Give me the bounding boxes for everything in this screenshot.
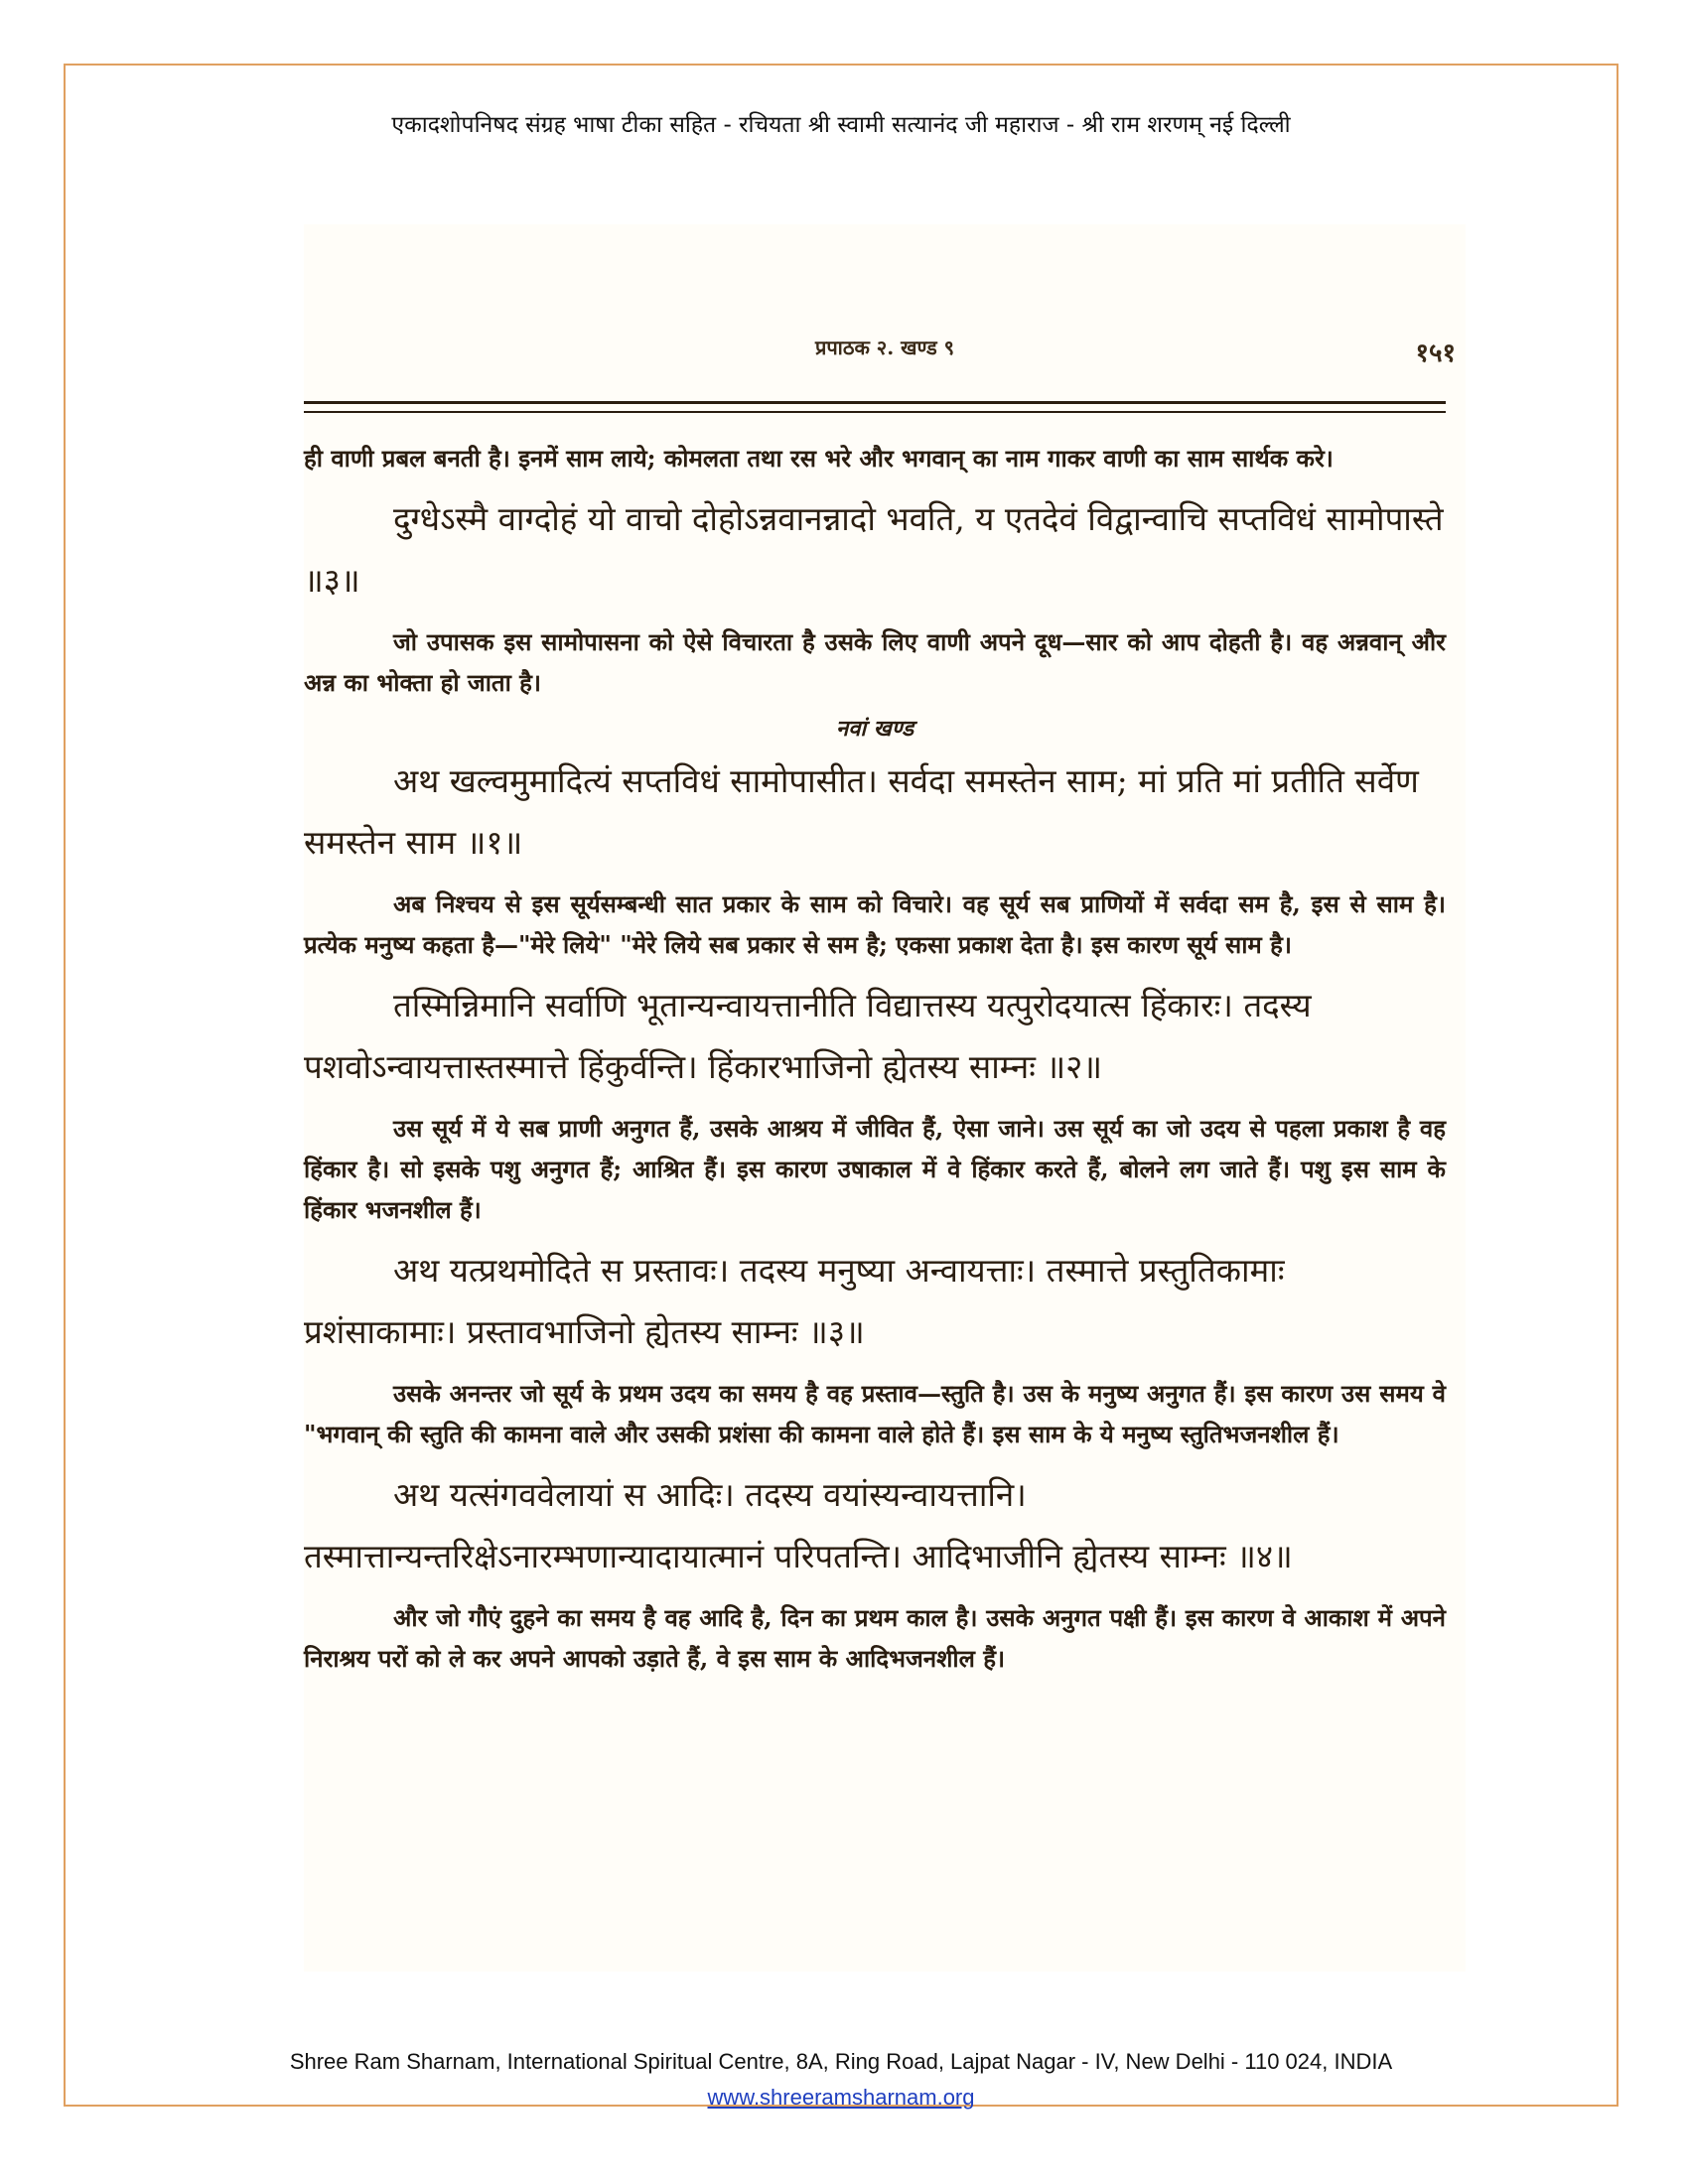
document-header: एकादशोपनिषद संग्रह भाषा टीका सहित - रचियता श्री स्वामी सत्यानंद जी महाराज - श्री राम शरणम् नई दिल्ली xyxy=(391,112,1291,138)
hindi-commentary: जो उपासक इस सामोपासना को ऐसे विचारता है उसके लिए वाणी अपने दूध—सार को आप दोहती है। वह अन्नवान् और अन्न का भोक्ता हो जाता है। xyxy=(304,627,1446,697)
sanskrit-verse: तस्मिन्निमानि सर्वाणि भूतान्यन्वायत्तानीति विद्यात्तस्य यत्पुरोदयात्स हिंकारः। तदस्य पशवोऽन्वायत्तास्तस्मात्ते हिंकुर्वन्ति। हिंकारभाजिनो ह्येतस्य साम्नः ॥२॥ xyxy=(304,986,1312,1086)
hindi-commentary: उस सूर्य में ये सब प्राणी अनुगत हैं, उसके आश्रय में जीवित हैं, ऐसा जाने। उस सूर्य का जो उदय से पहला प्रकाश है वह हिंकार है। सो इसके पशु अनुगत हैं; आश्रित हैं। इस कारण उषाकाल में वे हिंकार करते हैं, बोलने लग जाते हैं। पशु इस साम के हिंकार भजनशील हैं। xyxy=(304,1114,1446,1224)
hindi-commentary: और जो गौएं दुहने का समय है वह आदि है, दिन का प्रथम काल है। उसके अनुगत पक्षी हैं। इस कारण वे आकाश में अपने निराश्रय परों को ले कर अपने आपको उड़ाते हैं, वे इस साम के आदिभजनशील हैं। xyxy=(304,1603,1446,1673)
running-head xyxy=(304,334,1466,368)
hindi-commentary: ही वाणी प्रबल बनती है। इनमें साम लाये; कोमलता तथा रस भरे और भगवान् का नाम गाकर वाणी का साम सार्थक करे। xyxy=(304,444,1334,473)
scanned-page xyxy=(304,224,1466,1972)
sanskrit-verse: अथ यत्प्रथमोदिते स प्रस्तावः। तदस्य मनुष्या अन्वायत्ताः। तस्मात्ते प्रस्तुतिकामाः प्रशंसाकामाः। प्रस्तावभाजिनो ह्येतस्य साम्नः ॥३॥ xyxy=(304,1251,1285,1351)
page-body xyxy=(304,438,1446,1689)
sanskrit-verse: अथ खल्वमुमादित्यं सप्तविधं सामोपासीत। सर्वदा समस्तेन साम; मां प्रति मां प्रतीति सर्वेण समस्तेन साम ॥१॥ xyxy=(304,761,1419,862)
header-rule xyxy=(304,401,1446,404)
hindi-commentary: अब निश्चय से इस सूर्यसम्बन्धी सात प्रकार के साम को विचारे। वह सूर्य सब प्राणियों में सर्वदा सम है, इस से साम है। प्रत्येक मनुष्य कहता है—"मेरे लिये" "मेरे लिये सब प्रकार से सम है; एकसा प्रकाश देता है। इस कारण सूर्य साम है। xyxy=(304,889,1446,959)
footer-website xyxy=(66,2085,1617,2111)
sanskrit-verse: दुग्धेऽस्मै वाग्दोहं यो वाचो दोहोऽन्नवानन्नादो भवति, य एतदेवं विद्वान्वाचि सप्तविधं सामोपास्ते ॥३॥ xyxy=(304,499,1444,600)
website-link[interactable]: www.shreeramsharnam.org xyxy=(707,2085,975,2110)
footer-address: Shree Ram Sharnam, International Spiritual Centre, 8A, Ring Road, Lajpat Nagar - IV, New Delhi - 110 024, INDIA xyxy=(289,2049,1393,2074)
section-heading: नवां खण्ड xyxy=(835,716,914,742)
page-frame xyxy=(64,64,1618,2110)
header-rule-thin xyxy=(304,411,1446,413)
page-number: १५१ xyxy=(1415,339,1456,368)
hindi-commentary: उसके अनन्तर जो सूर्य के प्रथम उदय का समय है वह प्रस्ताव—स्तुति है। उस के मनुष्य अनुगत हैं। इस कारण उस समय वे "भगवान् की स्तुति की कामना वाले और उसकी प्रशंसा की कामना वाले होते हैं। इस साम के ये मनुष्य स्तुतिभजनशील हैं। xyxy=(304,1379,1446,1448)
sanskrit-verse: अथ यत्संगववेलायां स आदिः। तदस्य वयांस्यन्वायत्तानि। तस्मात्तान्यन्तरिक्षेऽनारम्भणान्यादायात्मानं परिपतन्ति। आदिभाजीनि ह्येतस्य साम्नः ॥४॥ xyxy=(304,1475,1293,1575)
chapter-section-label: प्रपाठक २. खण्ड ९ xyxy=(814,336,955,359)
